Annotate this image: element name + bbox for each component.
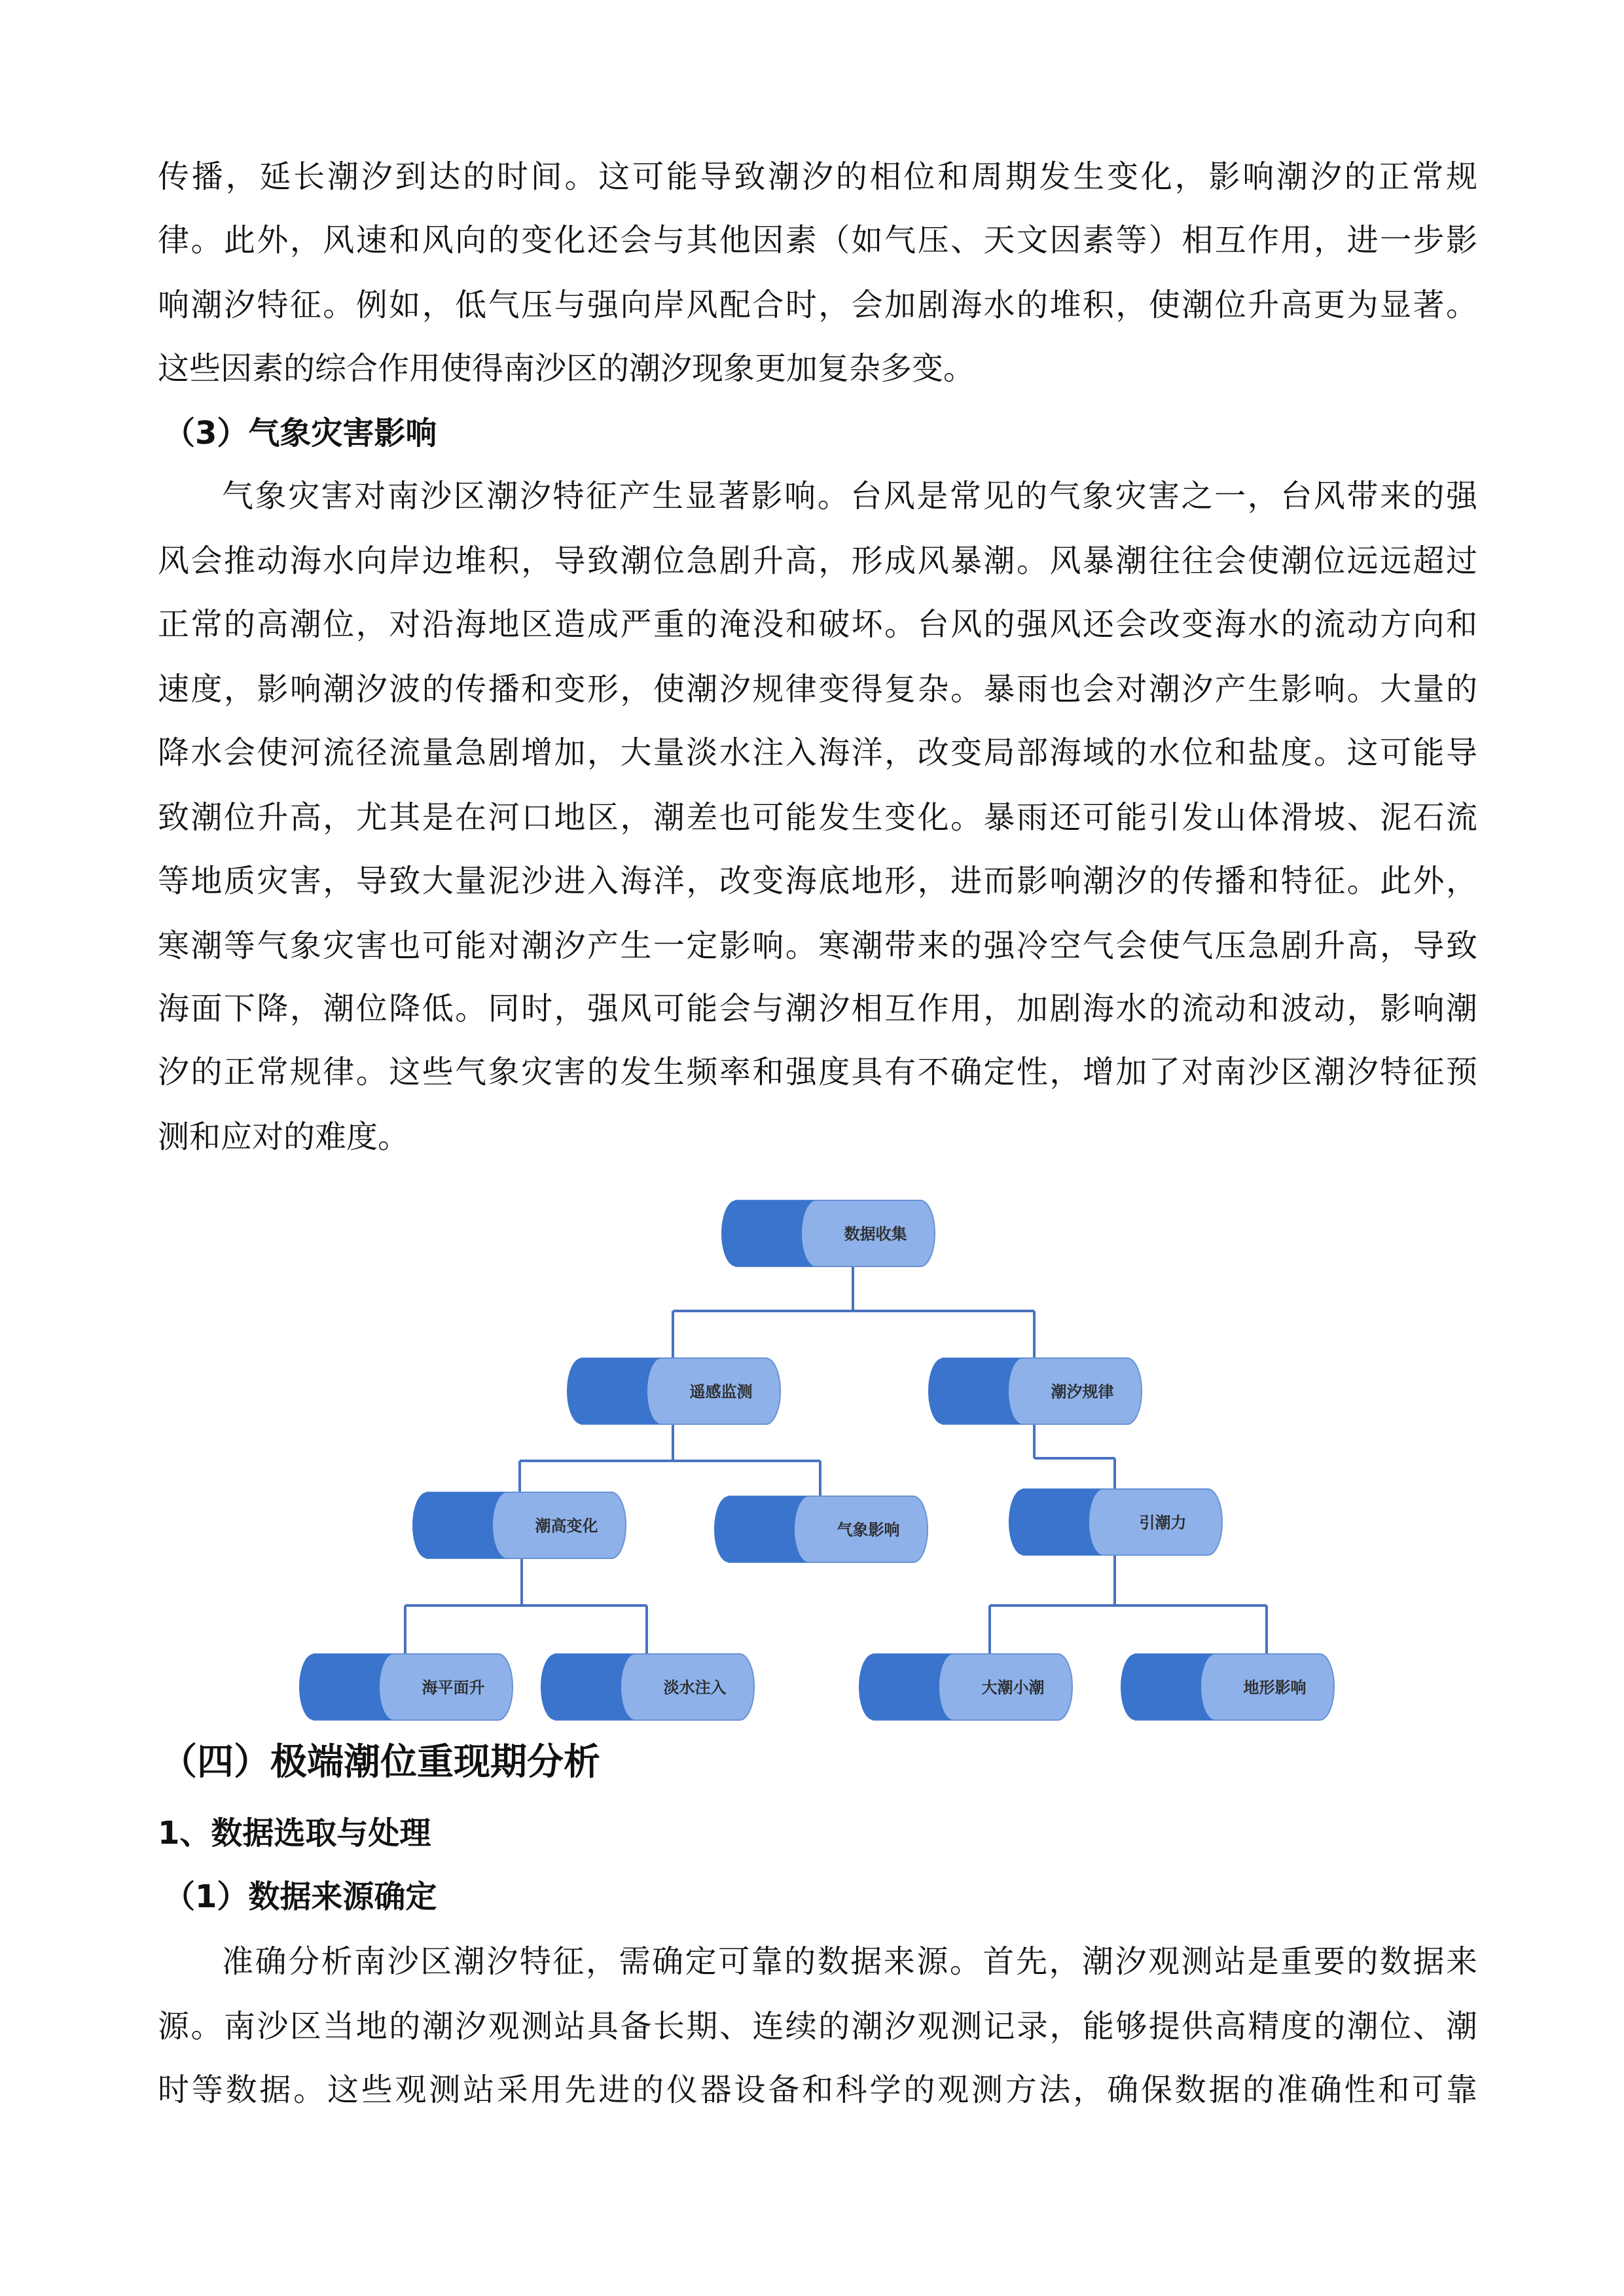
diagram-node	[412, 1492, 626, 1558]
diagram-node	[928, 1358, 1142, 1424]
heading: 1、数据选取与处理	[158, 1815, 431, 1852]
subheading: （1）数据来源确定	[164, 1878, 437, 1915]
node-label: 潮高变化	[535, 1516, 598, 1535]
paragraph-line: 这些因素的综合作用使得南沙区的潮汐现象更加复杂多变。	[158, 350, 975, 387]
paragraph-line: 源。南沙区当地的潮汐观测站具备长期、连续的潮汐观测记录，能够提供高精度的潮位、潮	[158, 2008, 1477, 2045]
diagram-node	[299, 1654, 513, 1720]
diagram-node	[1121, 1654, 1334, 1720]
diagram-node	[721, 1200, 935, 1266]
node-label: 引潮力	[1139, 1513, 1187, 1532]
paragraph-line: 律。此外，风速和风向的变化还会与其他因素（如气压、天文因素等）相互作用，进一步影	[158, 222, 1477, 259]
paragraph-line: 等地质灾害，导致大量泥沙进入海洋，改变海底地形，进而影响潮汐的传播和特征。此外，	[158, 863, 1477, 899]
node-label: 淡水注入	[663, 1678, 727, 1697]
paragraph-line: 气象灾害对南沙区潮汐特征产生显著影响。台风是常见的气象灾害之一，台风带来的强	[222, 478, 1477, 514]
paragraph-line: 准确分析南沙区潮汐特征，需确定可靠的数据来源。首先，潮汐观测站是重要的数据来	[222, 1943, 1477, 1980]
node-label: 地形影响	[1243, 1678, 1307, 1697]
paragraph-line: 寒潮等气象灾害也可能对潮汐产生一定影响。寒潮带来的强冷空气会使气压急剧升高，导致	[158, 927, 1477, 964]
paragraph-line: 传播，延长潮汐到达的时间。这可能导致潮汐的相位和周期发生变化，影响潮汐的正常规	[158, 158, 1477, 195]
paragraph-line: 风会推动海水向岸边堆积，导致潮位急剧升高，形成风暴潮。风暴潮往往会使潮位远远超过	[158, 543, 1477, 579]
subheading: （3）气象灾害影响	[164, 415, 437, 452]
node-label: 大潮小潮	[981, 1678, 1045, 1697]
paragraph-line: 致潮位升高，尤其是在河口地区，潮差也可能发生变化。暴雨还可能引发山体滑坡、泥石流	[158, 799, 1477, 836]
paragraph-line: 时等数据。这些观测站采用先进的仪器设备和科学的观测方法，确保数据的准确性和可靠	[158, 2072, 1477, 2108]
paragraph-line: 海面下降，潮位降低。同时，强风可能会与潮汐相互作用，加剧海水的流动和波动，影响潮	[158, 990, 1477, 1027]
section-heading: （四）极端潮位重现期分析	[160, 1741, 600, 1784]
diagram-node	[1009, 1489, 1222, 1555]
paragraph-line: 降水会使河流径流量急剧增加，大量淡水注入海洋，改变局部海域的水位和盐度。这可能导	[158, 734, 1477, 771]
node-label: 潮汐规律	[1051, 1382, 1114, 1401]
node-label: 气象影响	[837, 1520, 900, 1539]
node-label: 数据收集	[844, 1225, 907, 1244]
paragraph-line: 响潮汐特征。例如，低气压与强向岸风配合时，会加剧海水的堆积，使潮位升高更为显著。	[158, 287, 1477, 323]
diagram-node	[567, 1358, 780, 1424]
paragraph-line: 测和应对的难度。	[158, 1119, 410, 1155]
paragraph-line: 正常的高潮位，对沿海地区造成严重的淹没和破坏。台风的强风还会改变海水的流动方向和	[158, 606, 1477, 643]
diagram-node	[541, 1654, 754, 1720]
diagram-node	[714, 1496, 928, 1562]
node-label: 海平面升	[422, 1678, 485, 1697]
paragraph-line: 汐的正常规律。这些气象灾害的发生频率和强度具有不确定性，增加了对南沙区潮汐特征预	[158, 1054, 1477, 1090]
node-label: 遥感监测	[689, 1382, 753, 1401]
paragraph-line: 速度，影响潮汐波的传播和变形，使潮汐规律变得复杂。暴雨也会对潮汐产生影响。大量的	[158, 671, 1477, 708]
diagram-node	[859, 1654, 1072, 1720]
